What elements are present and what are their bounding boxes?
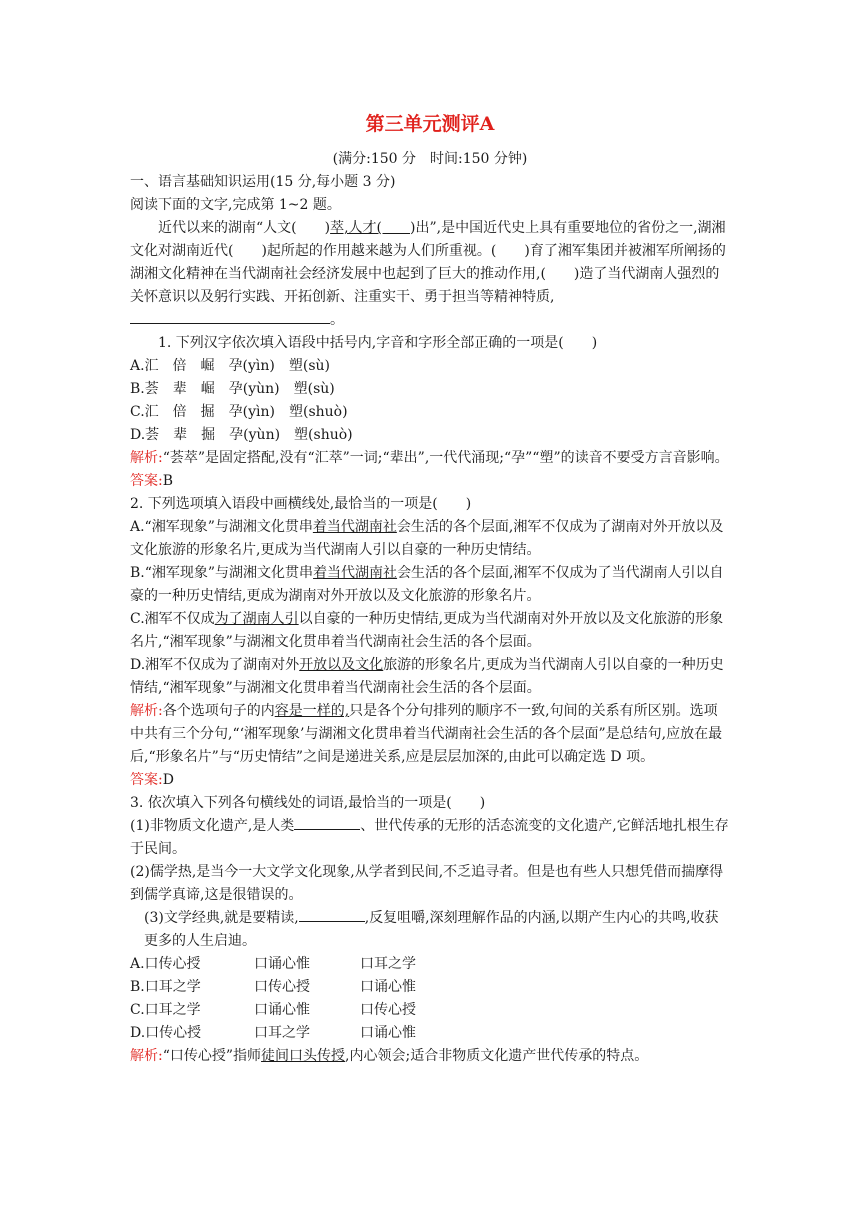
question-1-stem: 1. 下列汉字依次填入语段中括号内,字音和字形全部正确的一项是( ) xyxy=(158,335,598,351)
q2-option-c: C.湘军不仅成为了湖南人引以自豪的一种历史情结,更成为当代湖南对外开放以及文化旅游的形象名片,“湘军现象”与湖湘文化贯串着当代湖南社会生活的各个层面。 xyxy=(130,611,724,650)
q3-option-a: A.口传心授 口诵心惟 口耳之学 xyxy=(130,956,416,972)
reading-instruction: 阅读下面的文字,完成第 1~2 题。 xyxy=(130,197,341,213)
q3-analysis: 解析:“口传心授”指师徒间口头传授,内心领会;适合非物质文化遗产世代传承的特点。 xyxy=(130,1048,649,1064)
q1-option-b: B.荟 辈 崛 孕(yùn) 塑(sù) xyxy=(130,381,335,397)
q2-analysis: 解析:各个选项句子的内容是一样的,只是各个分句排列的顺序不一致,句间的关系有所区别。选项中共有三个分句,“‘湘军现象’与湖湘文化贯串着当代湖南社会生活的各个层面”是总结句,应放在最后,“形象名片”与“历史情结”之间是递进关系,应是层层加深的,由此可以确定选 D 项。 xyxy=(130,703,723,765)
page-title: 第三单元测评A xyxy=(365,113,495,135)
q2-option-b: B.“湘军现象”与湖湘文化贯串着当代湖南社会生活的各个层面,湘军不仅成为了当代湖南人引以自豪的一种历史情结,更成为湖南对外开放以及文化旅游的形象名片。 xyxy=(130,565,724,604)
answer-blank xyxy=(294,815,360,830)
q2-option-d: D.湘军不仅成为了湖南对外开放以及文化旅游的形象名片,更成为当代湖南人引以自豪的一种历史情结,“湘军现象”与湖湘文化贯串着当代湖南社会生活的各个层面。 xyxy=(130,657,724,696)
q1-option-d: D.荟 辈 掘 孕(yùn) 塑(shuò) xyxy=(130,427,353,443)
question-2-stem: 2. 下列选项填入语段中画横线处,最恰当的一项是( ) xyxy=(130,496,472,512)
q3-option-d: D.口传心授 口耳之学 口诵心惟 xyxy=(130,1025,416,1041)
document-page xyxy=(130,110,730,1068)
q3-sentence-3: (3)文学经典,就是要精读, ,反复咀嚼,深刻理解作品的内涵,以期产生内心的共鸣,收获更多的人生启迪。 xyxy=(130,907,730,953)
answer-blank xyxy=(299,907,365,922)
answer-blank xyxy=(130,309,330,324)
exam-meta: (满分:150 分 时间:150 分钟) xyxy=(332,151,528,167)
q3-option-c: C.口耳之学 口诵心惟 口传心授 xyxy=(130,1002,416,1018)
q3-sentence-1: (1)非物质文化遗产,是人类 、世代传承的无形的活态流变的文化遗产,它鲜活地扎根生存于民间。 xyxy=(130,815,730,861)
q3-option-b: B.口耳之学 口传心授 口诵心惟 xyxy=(130,979,416,995)
q2-option-a: A.“湘军现象”与湖湘文化贯串着当代湖南社会生活的各个层面,湘军不仅成为了湖南对外开放以及文化旅游的形象名片,更成为当代湖南人引以自豪的一种历史情结。 xyxy=(130,519,724,558)
q1-answer: 答案:B xyxy=(130,473,174,489)
q3-sentence-2: (2)儒学热,是当今一大文学文化现象,从学者到民间,不乏追寻者。但是也有些人只想凭借而揣摩得到儒学真谛,这是很错误的。 xyxy=(130,864,724,903)
question-3-stem: 3. 依次填入下列各句横线处的词语,最恰当的一项是( ) xyxy=(130,795,486,811)
section-heading: 一、语言基础知识运用(15 分,每小题 3 分) xyxy=(130,174,396,190)
q1-analysis: 解析:“荟萃”是固定搭配,没有“汇萃”一词;“辈出”,一代代涌现;“孕”“塑”的读音不要受方言音影响。 xyxy=(130,450,729,466)
q2-answer: 答案:D xyxy=(130,772,174,788)
passage-paragraph: 近代以来的湖南“人文( )萃,人才( )出”,是中国近代史上具有重要地位的省份之一,湖湘文化对湖南近代( )起所起的作用越来越为人们所重视。( )育了湘军集团并被湘军所阐扬的湖湘文化精神在当代湖南社会经济发展中也起到了巨大的推动作用,( )造了当代湖南人强烈的关怀意识以及躬行实践、开拓创新、注重实干、勇于担当等精神特质,。 xyxy=(130,220,726,328)
q1-option-a: A.汇 倍 崛 孕(yìn) 塑(sù) xyxy=(130,358,331,374)
q1-option-c: C.汇 倍 掘 孕(yìn) 塑(shuò) xyxy=(130,404,348,420)
